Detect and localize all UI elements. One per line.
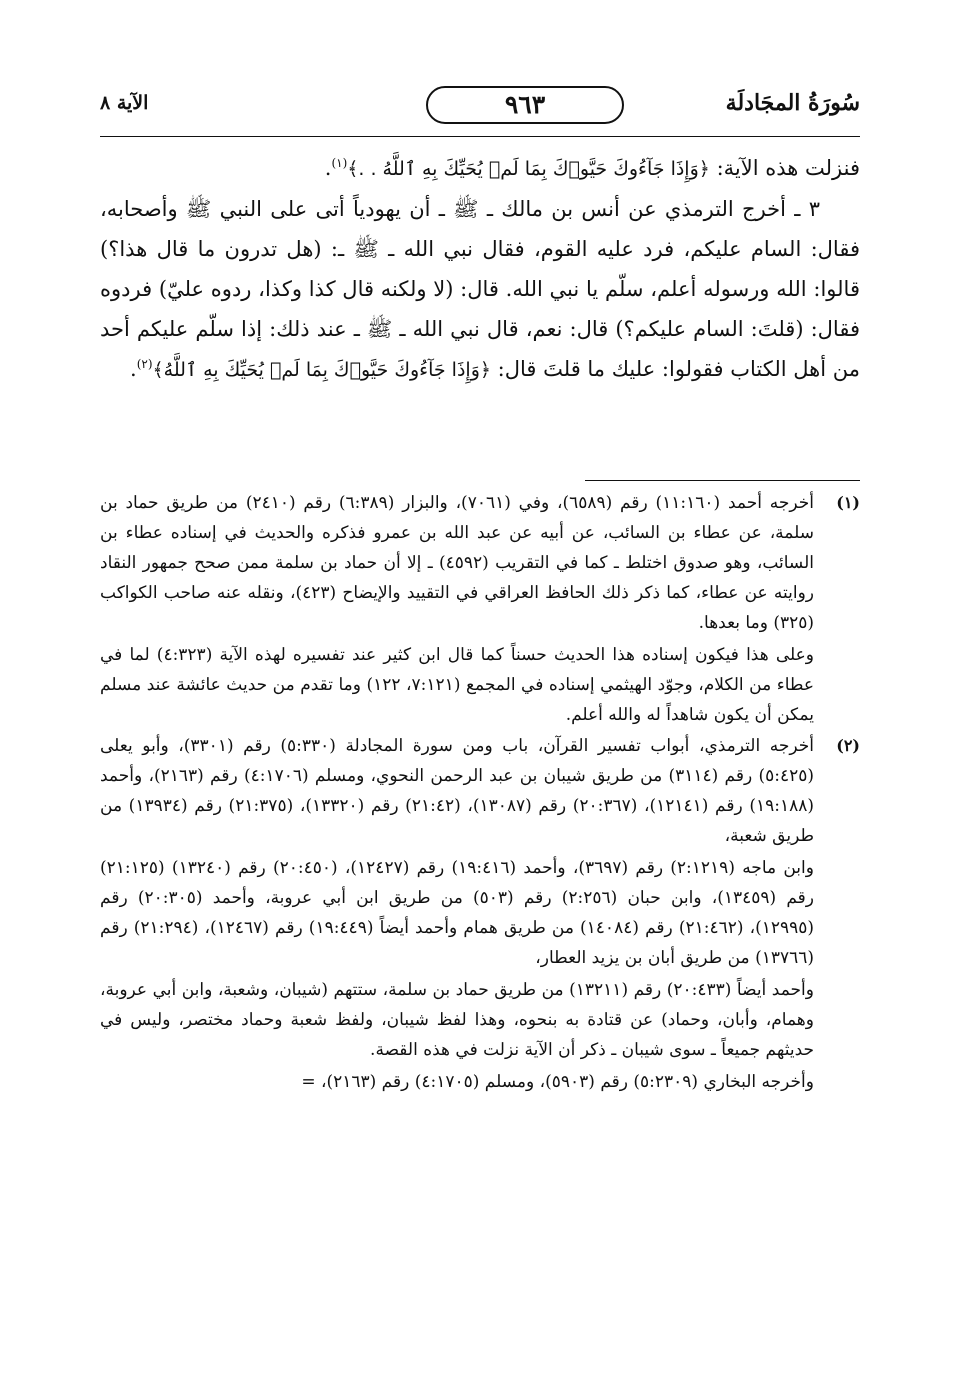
footnote-number: (٢): [836, 736, 860, 755]
footnotes: [100, 488, 860, 1098]
quran-verse: ﴿وَإِذَا جَآءُوكَ حَيَّوۡكَ بِمَا لَمۡ يُحَيِّكَ بِهِ ٱللَّهُ﴾: [152, 359, 491, 381]
footnote-paragraph: أخرجه الترمذي، أبواب تفسير القرآن، باب ومن سورة المجادلة (٥:٣٣٠) رقم (٣٣٠١)، وأبو يعلى (٥:٤٢٥) رقم (٣١١٤) من طريق شيبان بن عبد الرحمن النحوي، ومسلم (٤:١٧٠٦) رقم (٢١٦٣)، وأحمد (١٩:١٨٨) رقم (١٢١٤١)، (٢٠:٣٦٧) رقم (١٣٠٨٧)، (٢١:٤٢) رقم (١٣٣٢٠)، (٢١:٣٧٥) رقم (١٣٩٣٤) من طريق شعبة،: [100, 736, 815, 846]
footnote-paragraph: أخرجه أحمد (١١:١٦٠) رقم (٦٥٨٩)، وفي (٧٠٦١)، والبزار (٦:٣٨٩) رقم (٢٤١٠) من طريق حماد بن سلمة، عن عطاء بن السائب، عن أبيه عن عبد الله بن عمرو فذكره والحديث في إسناده عطاء بن السائب، وهو صدوق اختلط ـ كما في التقريب (٤٥٩٢) ـ إلا أن حماد بن سلمة ممن صحح جمهور النقاد روايته عن عطاء، كما ذكر ذلك الحافظ العراقي في التقييد والإيضاح (٤٢٣)، ونقله عنه صاحب الكواكب (٣٢٥) وما بعدها.: [100, 493, 815, 633]
surah-name-calligraphy: سُورَةُ المجَادلَة: [725, 90, 860, 116]
footnote-ref: (٢): [136, 357, 153, 371]
footnote: [100, 488, 860, 730]
footnote-body: [100, 488, 814, 730]
hadith-text: ٣ ـ أخرج الترمذي عن أنس بن مالك ـ ﷺ ـ أن يهودياً أتى على النبي ﷺ وأصحابه، فقال: السام عليكم، فرد عليه القوم، فقال نبي الله ـ ﷺ ـ: (هل تدرون ما قال هذا؟) قالوا: الله ورسوله أعلم، سلّم يا نبي الله. قال: (لا ولكنه قال كذا وكذا، ردوه عليّ) فردوه فقال: (قلتَ: السام عليكم؟) قال: نعم، قال نبي الله ـ ﷺ ـ عند ذلك: إذا سلّم عليكم أحد من أهل الكتاب فقولوا: عليك ما قلتَ قال:: [100, 197, 860, 381]
verse-label: الآية ٨: [100, 92, 149, 114]
footnote-divider: [585, 480, 860, 481]
line-end: .: [130, 357, 137, 381]
page-number-badge: ٩٦٣: [426, 86, 624, 124]
footnote-body: [100, 731, 814, 1097]
revelation-line: [100, 148, 860, 189]
footnote: [100, 731, 860, 1097]
line-prefix: فنزلت هذه الآية:: [709, 156, 860, 180]
footnote-paragraph: وأخرجه البخاري (٥:٢٣٠٩) رقم (٥٩٠٣)، ومسلم (٤:١٧٠٥) رقم (٢١٦٣)، =: [301, 1072, 814, 1092]
footnote-paragraph: وابن ماجه (٢:١٢١٩) رقم (٣٦٩٧)، وأحمد (١٩:٤١٦) رقم (١٢٤٢٧)، (٢٠:٤٥٠) رقم (١٣٢٤٠) (٢١:١٢٥) رقم (١٣٤٥٩)، وابن حبان (٢:٢٥٦) رقم (٥٠٣) من طريق ابن أبي عروبة، وأحمد (٢٠:٣٠٥) رقم (١٢٩٩٥)، (٢١:٤٦٢) رقم (١٤٠٨٤) من طريق همام وأحمد أيضاً (١٩:٤٤٩) رقم (١٢٤٦٧)، (٢١:٢٩٤) رقم (١٣٧٦٦) من طريق أبان بن يزيد العطار،: [100, 858, 815, 968]
main-text: [100, 148, 860, 390]
footnote-number: (١): [836, 493, 860, 512]
footnote-ref: (١): [331, 156, 348, 170]
page-header: [100, 86, 860, 132]
line-end: .: [324, 156, 332, 180]
quran-verse: ﴿وَإِذَا جَآءُوكَ حَيَّوۡكَ بِمَا لَمۡ يُحَيِّكَ بِهِ ٱللَّهُ . .﴾: [347, 158, 710, 180]
header-divider: [100, 136, 860, 137]
hadith-paragraph: [100, 189, 860, 390]
footnote-paragraph: وأحمد أيضاً (٢٠:٤٣٣) رقم (١٣٢١١) من طريق حماد بن سلمة، ستتهم (شيبان، وشعبة، وابن أبي عروبة، وهمام، وأبان، وحماد) عن قتادة به بنحوه، وهذا لفظ شيبان، ولفظ شعبة وحماد مختصر، وليس في حديثهم جميعاً ـ سوى شيبان ـ ذكر أن الآية نزلت في هذه القصة.: [100, 980, 814, 1060]
footnote-paragraph: وعلى هذا فيكون إسناده هذا الحديث حسناً كما قال ابن كثير عند تفسيره لهذه الآية (٤:٣٢٣) لما في عطاء من الكلام، وجوّد الهيثمي إسناده في المجمع (٧:١٢١، ١٢٢) وما تقدم من حديث عائشة عند مسلم يمكن أن يكون شاهداً له والله أعلم.: [100, 645, 814, 725]
